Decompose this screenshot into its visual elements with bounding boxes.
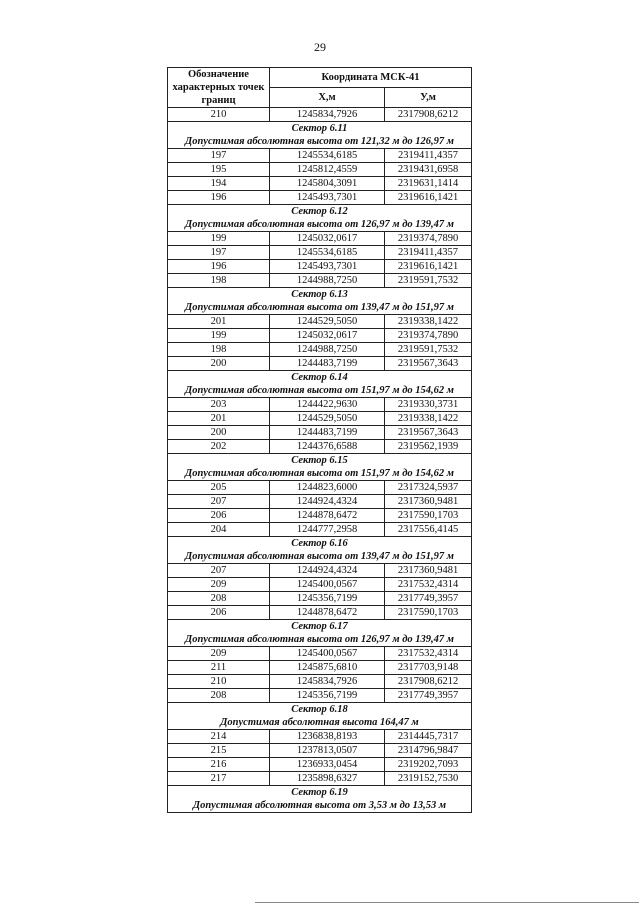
- sector-title: Сектор 6.11: [168, 122, 472, 136]
- table-row: [168, 772, 472, 786]
- y-coordinate: 2317908,6212: [385, 675, 472, 689]
- table-row: [168, 329, 472, 343]
- page-bottom-rule: [255, 902, 639, 903]
- point-number: 197: [168, 149, 270, 163]
- table-row: [168, 274, 472, 288]
- x-coordinate: 1245032,0617: [270, 329, 385, 343]
- table-row: [168, 412, 472, 426]
- point-number: 211: [168, 661, 270, 675]
- y-coordinate: 2319562,1939: [385, 440, 472, 454]
- x-coordinate: 1245804,3091: [270, 177, 385, 191]
- sector-title: Сектор 6.14: [168, 371, 472, 385]
- point-number: 198: [168, 343, 270, 357]
- table-row: [168, 343, 472, 357]
- sector-title-row: [168, 703, 472, 717]
- x-coordinate: 1244777,2958: [270, 523, 385, 537]
- sector-title-row: [168, 371, 472, 385]
- table-body: [168, 108, 472, 813]
- table-row: [168, 661, 472, 675]
- x-coordinate: 1245032,0617: [270, 232, 385, 246]
- y-coordinate: 2317360,9481: [385, 564, 472, 578]
- x-coordinate: 1245356,7199: [270, 689, 385, 703]
- header-point-designation: Обозначение характерных точек границ: [168, 68, 270, 108]
- y-coordinate: 2319411,4357: [385, 149, 472, 163]
- table-row: [168, 689, 472, 703]
- x-coordinate: 1244483,7199: [270, 357, 385, 371]
- x-coordinate: 1244924,4324: [270, 495, 385, 509]
- point-number: 208: [168, 592, 270, 606]
- point-number: 203: [168, 398, 270, 412]
- point-number: 195: [168, 163, 270, 177]
- sector-title: Сектор 6.15: [168, 454, 472, 468]
- table-row: [168, 592, 472, 606]
- y-coordinate: 2319338,1422: [385, 315, 472, 329]
- y-coordinate: 2317590,1703: [385, 509, 472, 523]
- sector-title-row: [168, 620, 472, 634]
- sector-allowed-height: Допустимая абсолютная высота от 151,97 м до 154,62 м: [168, 384, 472, 398]
- table-row: [168, 177, 472, 191]
- x-coordinate: 1245400,0567: [270, 578, 385, 592]
- sector-title: Сектор 6.13: [168, 288, 472, 302]
- x-coordinate: 1244988,7250: [270, 274, 385, 288]
- y-coordinate: 2317532,4314: [385, 578, 472, 592]
- y-coordinate: 2317703,9148: [385, 661, 472, 675]
- table-row: [168, 675, 472, 689]
- y-coordinate: 2317532,4314: [385, 647, 472, 661]
- table-row: [168, 647, 472, 661]
- table-row: [168, 440, 472, 454]
- table-row: [168, 260, 472, 274]
- x-coordinate: 1244529,5050: [270, 315, 385, 329]
- sector-height-row: [168, 467, 472, 481]
- y-coordinate: 2317556,4145: [385, 523, 472, 537]
- sector-title-row: [168, 122, 472, 136]
- sector-allowed-height: Допустимая абсолютная высота от 126,97 м до 139,47 м: [168, 633, 472, 647]
- sector-title-row: [168, 454, 472, 468]
- table-row: [168, 357, 472, 371]
- table-row: [168, 149, 472, 163]
- sector-allowed-height: Допустимая абсолютная высота 164,47 м: [168, 716, 472, 730]
- x-coordinate: 1244376,6588: [270, 440, 385, 454]
- sector-allowed-height: Допустимая абсолютная высота от 139,47 м до 151,97 м: [168, 550, 472, 564]
- sector-allowed-height: Допустимая абсолютная высота от 3,53 м до 13,53 м: [168, 799, 472, 813]
- y-coordinate: 2319567,3643: [385, 357, 472, 371]
- y-coordinate: 2319374,7890: [385, 232, 472, 246]
- sector-height-row: [168, 301, 472, 315]
- table-row: [168, 108, 472, 122]
- point-number: 216: [168, 758, 270, 772]
- y-coordinate: 2317749,3957: [385, 689, 472, 703]
- x-coordinate: 1244988,7250: [270, 343, 385, 357]
- y-coordinate: 2319591,7532: [385, 274, 472, 288]
- x-coordinate: 1244878,6472: [270, 509, 385, 523]
- table-row: [168, 481, 472, 495]
- y-coordinate: 2319374,7890: [385, 329, 472, 343]
- point-number: 199: [168, 329, 270, 343]
- point-number: 194: [168, 177, 270, 191]
- sector-title-row: [168, 205, 472, 219]
- sector-title: Сектор 6.19: [168, 786, 472, 800]
- x-coordinate: 1245493,7301: [270, 260, 385, 274]
- coordinates-table: [167, 67, 472, 813]
- x-coordinate: 1236933,0454: [270, 758, 385, 772]
- x-coordinate: 1244924,4324: [270, 564, 385, 578]
- y-coordinate: 2319616,1421: [385, 191, 472, 205]
- sector-height-row: [168, 218, 472, 232]
- point-number: 207: [168, 564, 270, 578]
- table-header: [168, 68, 472, 108]
- x-coordinate: 1245534,6185: [270, 149, 385, 163]
- table-row: [168, 246, 472, 260]
- y-coordinate: 2314796,9847: [385, 744, 472, 758]
- point-number: 199: [168, 232, 270, 246]
- point-number: 201: [168, 412, 270, 426]
- y-coordinate: 2317590,1703: [385, 606, 472, 620]
- point-number: 204: [168, 523, 270, 537]
- page-number: 29: [314, 40, 326, 54]
- point-number: 206: [168, 509, 270, 523]
- sector-height-row: [168, 384, 472, 398]
- y-coordinate: 2319567,3643: [385, 426, 472, 440]
- point-number: 214: [168, 730, 270, 744]
- table-row: [168, 495, 472, 509]
- sector-height-row: [168, 799, 472, 813]
- x-coordinate: 1245534,6185: [270, 246, 385, 260]
- y-coordinate: 2317749,3957: [385, 592, 472, 606]
- header-coordinate-system: Координата МСК-41: [270, 68, 472, 88]
- y-coordinate: 2319338,1422: [385, 412, 472, 426]
- table-row: [168, 163, 472, 177]
- y-coordinate: 2314445,7317: [385, 730, 472, 744]
- x-coordinate: 1244422,9630: [270, 398, 385, 412]
- point-number: 200: [168, 357, 270, 371]
- x-coordinate: 1245493,7301: [270, 191, 385, 205]
- x-coordinate: 1244823,6000: [270, 481, 385, 495]
- sector-title-row: [168, 537, 472, 551]
- point-number: 217: [168, 772, 270, 786]
- sector-height-row: [168, 135, 472, 149]
- table-row: [168, 730, 472, 744]
- sector-allowed-height: Допустимая абсолютная высота от 121,32 м до 126,97 м: [168, 135, 472, 149]
- sector-allowed-height: Допустимая абсолютная высота от 126,97 м до 139,47 м: [168, 218, 472, 232]
- point-number: 209: [168, 578, 270, 592]
- y-coordinate: 2319152,7530: [385, 772, 472, 786]
- sector-title: Сектор 6.17: [168, 620, 472, 634]
- table-row: [168, 315, 472, 329]
- x-coordinate: 1244483,7199: [270, 426, 385, 440]
- table-row: [168, 191, 472, 205]
- x-coordinate: 1244529,5050: [270, 412, 385, 426]
- y-coordinate: 2317324,5937: [385, 481, 472, 495]
- sector-title: Сектор 6.12: [168, 205, 472, 219]
- table-row: [168, 426, 472, 440]
- sector-allowed-height: Допустимая абсолютная высота от 139,47 м до 151,97 м: [168, 301, 472, 315]
- point-number: 208: [168, 689, 270, 703]
- header-x: X,м: [270, 88, 385, 108]
- point-number: 215: [168, 744, 270, 758]
- sector-title: Сектор 6.16: [168, 537, 472, 551]
- point-number: 210: [168, 675, 270, 689]
- point-number: 197: [168, 246, 270, 260]
- x-coordinate: 1245834,7926: [270, 675, 385, 689]
- table-row: [168, 758, 472, 772]
- point-number: 198: [168, 274, 270, 288]
- table-row: [168, 509, 472, 523]
- sector-title: Сектор 6.18: [168, 703, 472, 717]
- point-number: 206: [168, 606, 270, 620]
- x-coordinate: 1245356,7199: [270, 592, 385, 606]
- table-row: [168, 744, 472, 758]
- y-coordinate: 2317360,9481: [385, 495, 472, 509]
- y-coordinate: 2317908,6212: [385, 108, 472, 122]
- x-coordinate: 1245400,0567: [270, 647, 385, 661]
- y-coordinate: 2319431,6958: [385, 163, 472, 177]
- x-coordinate: 1237813,0507: [270, 744, 385, 758]
- table-row: [168, 523, 472, 537]
- point-number: 210: [168, 108, 270, 122]
- x-coordinate: 1235898,6327: [270, 772, 385, 786]
- point-number: 205: [168, 481, 270, 495]
- table-row: [168, 398, 472, 412]
- x-coordinate: 1236838,8193: [270, 730, 385, 744]
- point-number: 196: [168, 260, 270, 274]
- y-coordinate: 2319202,7093: [385, 758, 472, 772]
- y-coordinate: 2319330,3731: [385, 398, 472, 412]
- y-coordinate: 2319616,1421: [385, 260, 472, 274]
- table-row: [168, 606, 472, 620]
- header-y: У,м: [385, 88, 472, 108]
- sector-height-row: [168, 550, 472, 564]
- sector-allowed-height: Допустимая абсолютная высота от 151,97 м до 154,62 м: [168, 467, 472, 481]
- point-number: 207: [168, 495, 270, 509]
- point-number: 201: [168, 315, 270, 329]
- point-number: 202: [168, 440, 270, 454]
- point-number: 209: [168, 647, 270, 661]
- sector-height-row: [168, 716, 472, 730]
- table-row: [168, 578, 472, 592]
- y-coordinate: 2319591,7532: [385, 343, 472, 357]
- sector-title-row: [168, 288, 472, 302]
- point-number: 196: [168, 191, 270, 205]
- x-coordinate: 1245812,4559: [270, 163, 385, 177]
- table-row: [168, 564, 472, 578]
- sector-title-row: [168, 786, 472, 800]
- table-row: [168, 232, 472, 246]
- y-coordinate: 2319631,1414: [385, 177, 472, 191]
- y-coordinate: 2319411,4357: [385, 246, 472, 260]
- x-coordinate: 1245834,7926: [270, 108, 385, 122]
- x-coordinate: 1245875,6810: [270, 661, 385, 675]
- x-coordinate: 1244878,6472: [270, 606, 385, 620]
- sector-height-row: [168, 633, 472, 647]
- point-number: 200: [168, 426, 270, 440]
